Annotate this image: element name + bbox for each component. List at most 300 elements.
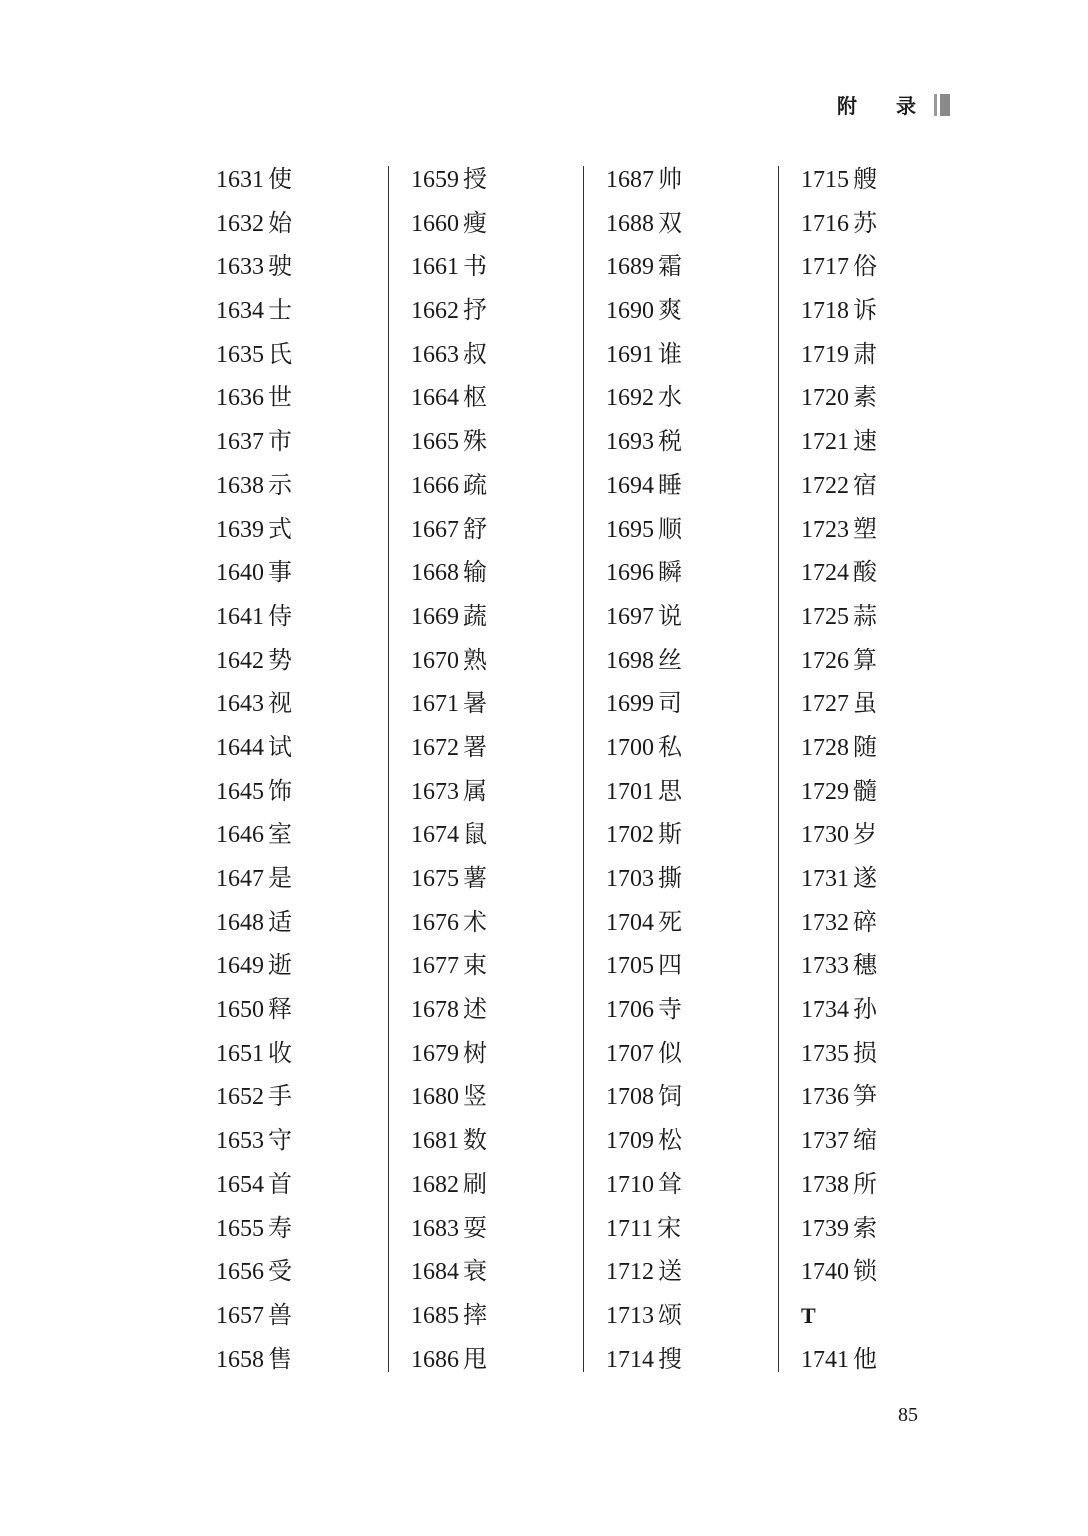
entry-character: 虽 bbox=[853, 689, 877, 718]
character-column bbox=[194, 158, 389, 1381]
list-item bbox=[779, 420, 934, 464]
entry-number: 1738 bbox=[801, 1171, 849, 1198]
list-item bbox=[779, 508, 934, 552]
list-item bbox=[389, 508, 584, 552]
entry-character: 送 bbox=[658, 1257, 682, 1286]
entry-character: 耸 bbox=[658, 1169, 682, 1198]
entry-character: 试 bbox=[268, 732, 292, 761]
entry-character: 丝 bbox=[658, 645, 682, 674]
list-item bbox=[389, 682, 584, 726]
entry-character: 耍 bbox=[463, 1213, 487, 1242]
list-item bbox=[389, 1075, 584, 1119]
entry-number: 1661 bbox=[411, 254, 459, 281]
list-item bbox=[194, 988, 389, 1032]
entry-number: 1632 bbox=[216, 210, 264, 237]
entry-character: 蒜 bbox=[853, 601, 877, 630]
entry-character: 鼠 bbox=[463, 820, 487, 849]
entry-number: 1701 bbox=[606, 778, 654, 805]
list-item bbox=[194, 464, 389, 508]
entry-character: 死 bbox=[658, 907, 682, 936]
entry-number: 1708 bbox=[606, 1084, 654, 1111]
entry-character: 熟 bbox=[463, 645, 487, 674]
list-item bbox=[194, 1119, 389, 1163]
list-item bbox=[389, 158, 584, 202]
entry-character: 述 bbox=[463, 995, 487, 1024]
entry-character: 蔬 bbox=[463, 601, 487, 630]
list-item bbox=[584, 639, 779, 683]
entry-number: 1685 bbox=[411, 1302, 459, 1329]
entry-character: 他 bbox=[853, 1344, 877, 1373]
entry-character: 肃 bbox=[853, 339, 877, 368]
entry-character: 碎 bbox=[853, 907, 877, 936]
list-item bbox=[779, 1119, 934, 1163]
entry-character: 撕 bbox=[658, 864, 682, 892]
entry-number: 1709 bbox=[606, 1128, 654, 1155]
entry-number: 1659 bbox=[411, 167, 459, 193]
entry-number: 1697 bbox=[606, 603, 654, 630]
entry-number: 1723 bbox=[801, 516, 849, 543]
list-item bbox=[779, 988, 934, 1032]
header-title: 附 录 bbox=[837, 94, 932, 118]
entry-character: 书 bbox=[463, 252, 487, 281]
list-item bbox=[779, 376, 934, 420]
list-item bbox=[389, 1032, 584, 1076]
entry-number: 1654 bbox=[216, 1171, 264, 1198]
entry-character: 四 bbox=[658, 951, 682, 980]
entry-character: 饰 bbox=[268, 776, 292, 805]
list-item bbox=[194, 813, 389, 857]
entry-character: 素 bbox=[853, 383, 877, 412]
entry-number: 1635 bbox=[216, 341, 264, 368]
entry-number: 1705 bbox=[606, 953, 654, 980]
entry-number: 1720 bbox=[801, 385, 849, 412]
character-column bbox=[779, 158, 934, 1381]
list-item bbox=[779, 944, 934, 988]
entry-number: 1683 bbox=[411, 1215, 459, 1242]
list-item bbox=[194, 726, 389, 770]
list-item bbox=[584, 1338, 779, 1382]
entry-number: 1638 bbox=[216, 472, 264, 499]
entry-number: 1636 bbox=[216, 385, 264, 412]
entry-number: 1647 bbox=[216, 866, 264, 892]
list-item bbox=[194, 1075, 389, 1119]
entry-character: 世 bbox=[268, 383, 292, 412]
entry-character: 守 bbox=[268, 1126, 292, 1155]
entry-character: 艘 bbox=[853, 165, 877, 193]
entry-number: 1681 bbox=[411, 1128, 459, 1155]
entry-character: 始 bbox=[268, 208, 292, 237]
list-item bbox=[194, 158, 389, 202]
list-item bbox=[584, 944, 779, 988]
entry-number: 1707 bbox=[606, 1040, 654, 1067]
entry-number: 1648 bbox=[216, 909, 264, 936]
list-item bbox=[779, 158, 934, 202]
entry-character: 适 bbox=[268, 907, 292, 936]
entry-character: 枢 bbox=[463, 383, 487, 412]
list-item bbox=[389, 245, 584, 289]
entry-character: 束 bbox=[463, 951, 487, 980]
entry-number: 1658 bbox=[216, 1346, 264, 1373]
entry-character: 竖 bbox=[463, 1082, 487, 1111]
entry-number: 1732 bbox=[801, 909, 849, 936]
list-item bbox=[779, 1207, 934, 1251]
entry-character: 受 bbox=[268, 1257, 292, 1286]
list-item bbox=[779, 770, 934, 814]
entry-character: 遂 bbox=[853, 864, 877, 892]
entry-character: 属 bbox=[463, 776, 487, 805]
entry-character: 缩 bbox=[853, 1126, 877, 1155]
list-item bbox=[779, 1338, 934, 1382]
list-item bbox=[584, 1075, 779, 1119]
entry-number: 1679 bbox=[411, 1040, 459, 1067]
list-item bbox=[779, 682, 934, 726]
entry-character: 摔 bbox=[463, 1300, 487, 1329]
list-item bbox=[389, 944, 584, 988]
entry-character: 瘦 bbox=[463, 208, 487, 237]
entry-number: 1670 bbox=[411, 647, 459, 674]
entry-number: 1643 bbox=[216, 691, 264, 718]
list-item bbox=[584, 202, 779, 246]
entry-number: 1737 bbox=[801, 1128, 849, 1155]
entry-character: 市 bbox=[268, 427, 292, 456]
entry-character: 式 bbox=[268, 514, 292, 543]
entry-character: 侍 bbox=[268, 601, 292, 630]
list-item bbox=[779, 813, 934, 857]
list-item bbox=[584, 857, 779, 901]
header-decoration bbox=[934, 94, 950, 116]
entry-number: 1684 bbox=[411, 1259, 459, 1286]
entry-number: 1698 bbox=[606, 647, 654, 674]
entry-character: 疏 bbox=[463, 470, 487, 499]
entry-number: 1682 bbox=[411, 1171, 459, 1198]
entry-character: 叔 bbox=[463, 339, 487, 368]
list-item bbox=[389, 813, 584, 857]
list-item bbox=[389, 551, 584, 595]
list-item bbox=[584, 333, 779, 377]
list-item bbox=[584, 1207, 779, 1251]
entry-character: 苏 bbox=[853, 208, 877, 237]
entry-number: 1675 bbox=[411, 866, 459, 892]
entry-number: 1722 bbox=[801, 472, 849, 499]
entry-character: 搜 bbox=[658, 1344, 682, 1373]
list-item bbox=[389, 464, 584, 508]
header-bar-thick bbox=[940, 94, 950, 116]
entry-number: 1693 bbox=[606, 429, 654, 456]
entry-number: 1646 bbox=[216, 822, 264, 849]
entry-character: 算 bbox=[853, 645, 877, 674]
entry-character: 顺 bbox=[658, 514, 682, 543]
entry-number: 1728 bbox=[801, 734, 849, 761]
entry-number: 1686 bbox=[411, 1346, 459, 1373]
entry-number: 1688 bbox=[606, 210, 654, 237]
list-item bbox=[389, 420, 584, 464]
list-item bbox=[194, 1294, 389, 1338]
list-item bbox=[194, 1163, 389, 1207]
entry-number: 1671 bbox=[411, 691, 459, 718]
entry-number: 1690 bbox=[606, 298, 654, 325]
entry-character: 薯 bbox=[463, 864, 487, 892]
entry-character: 水 bbox=[658, 383, 682, 412]
list-item bbox=[389, 1163, 584, 1207]
entry-character: 宿 bbox=[853, 470, 877, 499]
list-item bbox=[194, 1207, 389, 1251]
list-item bbox=[194, 1338, 389, 1382]
list-item bbox=[389, 202, 584, 246]
entry-character: 髓 bbox=[853, 776, 877, 805]
entry-number: 1691 bbox=[606, 341, 654, 368]
entry-character: 索 bbox=[853, 1213, 877, 1242]
list-item bbox=[194, 508, 389, 552]
entry-number: 1703 bbox=[606, 866, 654, 892]
entry-character: 宋 bbox=[657, 1213, 682, 1242]
entry-character: 损 bbox=[853, 1038, 877, 1067]
list-item bbox=[389, 289, 584, 333]
entry-number: 1660 bbox=[411, 210, 459, 237]
list-item bbox=[584, 289, 779, 333]
list-item bbox=[389, 333, 584, 377]
entry-number: 1714 bbox=[606, 1346, 654, 1373]
list-item bbox=[779, 639, 934, 683]
entry-number: 1642 bbox=[216, 647, 264, 674]
list-item bbox=[194, 1250, 389, 1294]
entry-number: 1656 bbox=[216, 1259, 264, 1286]
entry-number: 1740 bbox=[801, 1259, 849, 1286]
entry-character: 私 bbox=[658, 732, 682, 761]
list-item bbox=[194, 1032, 389, 1076]
entry-number: 1651 bbox=[216, 1040, 264, 1067]
entry-number: 1687 bbox=[606, 167, 654, 193]
entry-character: 所 bbox=[853, 1169, 877, 1198]
list-item bbox=[194, 420, 389, 464]
entry-character: 势 bbox=[268, 645, 292, 674]
entry-character: 颂 bbox=[658, 1300, 682, 1329]
entry-character: 数 bbox=[463, 1126, 487, 1155]
list-item bbox=[194, 857, 389, 901]
list-item bbox=[584, 376, 779, 420]
entry-character: 是 bbox=[268, 864, 292, 892]
list-item bbox=[584, 1163, 779, 1207]
entry-character: 收 bbox=[268, 1038, 292, 1067]
list-item bbox=[194, 770, 389, 814]
entry-number: 1640 bbox=[216, 560, 264, 587]
entry-character: 笋 bbox=[853, 1082, 877, 1111]
entry-number: 1653 bbox=[216, 1128, 264, 1155]
list-item bbox=[584, 682, 779, 726]
entry-character: 速 bbox=[853, 427, 877, 456]
entry-number: 1633 bbox=[216, 254, 264, 281]
entry-character: 寺 bbox=[658, 995, 682, 1024]
entry-character: 塑 bbox=[853, 514, 877, 543]
list-item bbox=[584, 245, 779, 289]
list-item bbox=[584, 1032, 779, 1076]
list-item bbox=[389, 595, 584, 639]
entry-character: 氏 bbox=[268, 339, 292, 368]
list-item bbox=[584, 158, 779, 202]
entry-number: 1641 bbox=[216, 603, 264, 630]
entry-character: 思 bbox=[658, 776, 682, 805]
list-item bbox=[389, 988, 584, 1032]
list-item bbox=[389, 1207, 584, 1251]
list-item bbox=[194, 245, 389, 289]
entry-number: 1663 bbox=[411, 341, 459, 368]
entry-number: 1704 bbox=[606, 909, 654, 936]
entry-character: 睡 bbox=[658, 470, 682, 499]
entry-character: 似 bbox=[658, 1038, 682, 1067]
list-item bbox=[389, 376, 584, 420]
entry-character: 诉 bbox=[853, 296, 877, 325]
list-item bbox=[194, 944, 389, 988]
entry-character: 署 bbox=[463, 732, 487, 761]
entry-number: 1734 bbox=[801, 997, 849, 1024]
entry-number: 1672 bbox=[411, 734, 459, 761]
entry-character: 暑 bbox=[463, 689, 487, 718]
list-item bbox=[779, 245, 934, 289]
entry-character: 殊 bbox=[463, 427, 487, 456]
list-item bbox=[194, 639, 389, 683]
entry-number: 1677 bbox=[411, 953, 459, 980]
list-item bbox=[389, 901, 584, 945]
header-bar-thin bbox=[934, 94, 937, 116]
list-item bbox=[584, 508, 779, 552]
list-item bbox=[779, 1163, 934, 1207]
list-item bbox=[389, 639, 584, 683]
entry-number: 1680 bbox=[411, 1084, 459, 1111]
list-item bbox=[389, 1294, 584, 1338]
entry-number: 1731 bbox=[801, 866, 849, 892]
entry-number: 1652 bbox=[216, 1084, 264, 1111]
entry-number: 1634 bbox=[216, 298, 264, 325]
entry-character: 授 bbox=[463, 165, 487, 193]
entry-character: 甩 bbox=[463, 1344, 487, 1373]
entry-number: 1726 bbox=[801, 647, 849, 674]
entry-character: 孙 bbox=[853, 995, 877, 1024]
entry-character: 说 bbox=[658, 601, 682, 630]
entry-character: 随 bbox=[853, 732, 877, 761]
entry-number: 1657 bbox=[216, 1302, 264, 1329]
entry-character: 寿 bbox=[268, 1213, 292, 1242]
entry-number: 1718 bbox=[801, 298, 849, 325]
list-item bbox=[779, 333, 934, 377]
entry-number: 1727 bbox=[801, 691, 849, 718]
entry-number: 1725 bbox=[801, 603, 849, 630]
character-column bbox=[389, 158, 584, 1381]
entry-number: 1676 bbox=[411, 909, 459, 936]
entry-number: 1717 bbox=[801, 254, 849, 281]
entry-character: 使 bbox=[268, 165, 292, 193]
entry-character: 酸 bbox=[853, 558, 877, 587]
entry-character: 抒 bbox=[463, 296, 487, 325]
entry-character: 瞬 bbox=[658, 558, 682, 587]
entry-number: 1678 bbox=[411, 997, 459, 1024]
entry-number: 1716 bbox=[801, 210, 849, 237]
entry-number: 1674 bbox=[411, 822, 459, 849]
entry-character: 输 bbox=[463, 558, 487, 587]
entry-character: 霜 bbox=[658, 252, 682, 281]
entry-character: 舒 bbox=[463, 514, 487, 543]
entry-character: 释 bbox=[268, 995, 292, 1024]
list-item bbox=[779, 289, 934, 333]
entry-number: 1700 bbox=[606, 734, 654, 761]
list-item bbox=[194, 333, 389, 377]
entry-number: 1730 bbox=[801, 822, 849, 849]
entry-character: 手 bbox=[268, 1082, 292, 1111]
list-item bbox=[779, 595, 934, 639]
entry-number: 1739 bbox=[801, 1215, 849, 1242]
list-item bbox=[584, 1250, 779, 1294]
list-item bbox=[584, 595, 779, 639]
list-item bbox=[389, 726, 584, 770]
list-item bbox=[779, 901, 934, 945]
entry-character: 穗 bbox=[853, 951, 877, 980]
entry-number: 1699 bbox=[606, 691, 654, 718]
list-item bbox=[779, 551, 934, 595]
page-number: 85 bbox=[898, 1404, 918, 1426]
list-item bbox=[194, 682, 389, 726]
entry-number: 1735 bbox=[801, 1040, 849, 1067]
list-item bbox=[194, 289, 389, 333]
entry-character: 锁 bbox=[853, 1257, 877, 1286]
list-item bbox=[779, 1250, 934, 1294]
entry-number: 1702 bbox=[606, 822, 654, 849]
entry-number: 1713 bbox=[606, 1302, 654, 1329]
entry-character: 示 bbox=[268, 470, 292, 499]
entry-number: 1689 bbox=[606, 254, 654, 281]
entry-number: 1706 bbox=[606, 997, 654, 1024]
entry-number: 1667 bbox=[411, 516, 459, 543]
entry-number: 1639 bbox=[216, 516, 264, 543]
entry-number: 1696 bbox=[606, 560, 654, 587]
entry-character: 松 bbox=[658, 1126, 682, 1155]
list-item bbox=[584, 901, 779, 945]
entry-number: 1644 bbox=[216, 734, 264, 761]
list-item bbox=[584, 420, 779, 464]
entry-number: 1655 bbox=[216, 1215, 264, 1242]
entry-character: 兽 bbox=[268, 1300, 292, 1329]
entry-character: 帅 bbox=[658, 165, 682, 193]
entry-character: 室 bbox=[268, 820, 292, 849]
entry-character: 首 bbox=[268, 1169, 292, 1198]
entry-number: 1664 bbox=[411, 385, 459, 412]
entry-number: 1741 bbox=[801, 1346, 849, 1373]
entry-number: 1729 bbox=[801, 778, 849, 805]
entry-number: 1733 bbox=[801, 953, 849, 980]
entry-number: 1711 bbox=[606, 1215, 654, 1242]
entry-character: 双 bbox=[658, 208, 682, 237]
entry-number: 1650 bbox=[216, 997, 264, 1024]
entry-number: 1721 bbox=[801, 429, 849, 456]
entry-number: 1665 bbox=[411, 429, 459, 456]
list-item bbox=[584, 770, 779, 814]
entry-character: 谁 bbox=[658, 339, 682, 368]
character-column bbox=[584, 158, 779, 1381]
entry-character: 岁 bbox=[853, 820, 877, 849]
entry-number: 1724 bbox=[801, 560, 849, 587]
list-item bbox=[779, 1032, 934, 1076]
list-item bbox=[194, 595, 389, 639]
list-item bbox=[389, 857, 584, 901]
section-letter: T bbox=[801, 1302, 816, 1328]
entry-character: 司 bbox=[658, 689, 682, 718]
entry-character: 术 bbox=[463, 907, 487, 936]
entry-character: 事 bbox=[268, 558, 292, 587]
character-table bbox=[194, 158, 934, 1381]
list-item bbox=[584, 551, 779, 595]
list-item bbox=[779, 202, 934, 246]
entry-character: 士 bbox=[268, 296, 292, 325]
list-item bbox=[194, 376, 389, 420]
entry-number: 1645 bbox=[216, 778, 264, 805]
entry-character: 逝 bbox=[268, 951, 292, 980]
